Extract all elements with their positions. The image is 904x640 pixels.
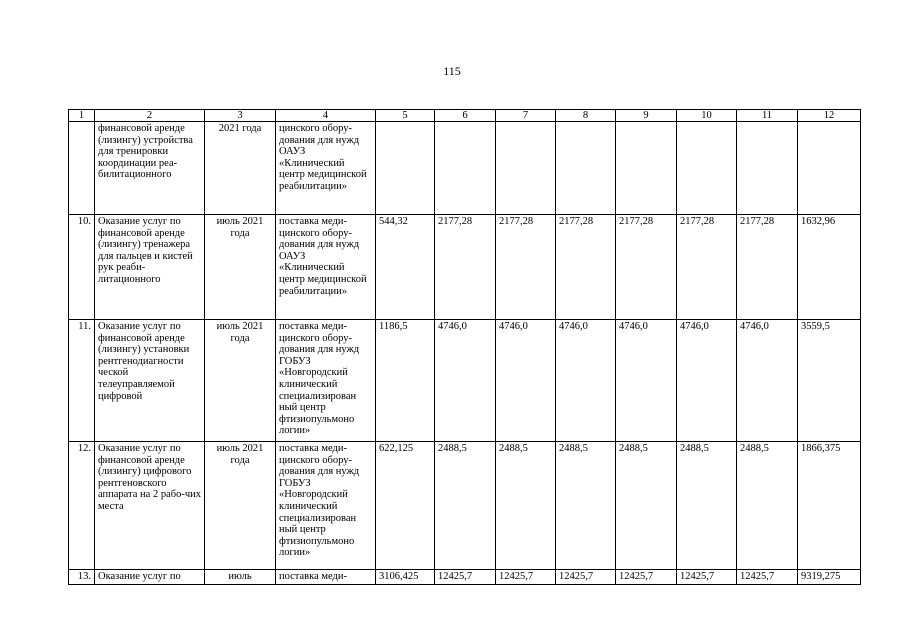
value-cell: 2488,5 — [435, 442, 496, 570]
value-cell: 12425,7 — [435, 570, 496, 585]
value-cell: 4746,0 — [616, 320, 677, 442]
value-cell: 12425,7 — [677, 570, 737, 585]
value-cell: 3559,5 — [798, 320, 861, 442]
value-cell: 4746,0 — [737, 320, 798, 442]
table-row — [69, 215, 861, 320]
header-cell: 12 — [798, 110, 861, 122]
period: июль 2021 года — [205, 320, 276, 442]
value-cell — [496, 122, 556, 215]
value-cell: 12425,7 — [556, 570, 616, 585]
value-cell: 622,125 — [376, 442, 435, 570]
header-cell: 1 — [69, 110, 95, 122]
header-cell: 8 — [556, 110, 616, 122]
purpose: поставка меди-цинского обору-дования для нужд ГОБУЗ «Новгородский клинический специализирован ный центр фтизиопульмоно логии» — [276, 320, 376, 442]
value-cell: 2488,5 — [737, 442, 798, 570]
service-description: Оказание услуг по финансовой аренде (лизингу) цифрового рентгеновского аппарата на 2 рабо-чих места — [95, 442, 205, 570]
header-cell: 6 — [435, 110, 496, 122]
value-cell — [376, 122, 435, 215]
value-cell — [798, 122, 861, 215]
purpose: поставка меди- — [276, 570, 376, 585]
value-cell: 12425,7 — [737, 570, 798, 585]
value-cell: 1632,96 — [798, 215, 861, 320]
value-cell: 2488,5 — [616, 442, 677, 570]
period: 2021 года — [205, 122, 276, 215]
header-cell: 2 — [95, 110, 205, 122]
header-cell: 3 — [205, 110, 276, 122]
value-cell: 1866,375 — [798, 442, 861, 570]
value-cell: 3106,425 — [376, 570, 435, 585]
value-cell: 2488,5 — [677, 442, 737, 570]
header-cell: 5 — [376, 110, 435, 122]
value-cell: 4746,0 — [496, 320, 556, 442]
budget-table — [68, 109, 861, 585]
value-cell: 2177,28 — [616, 215, 677, 320]
service-description: Оказание услуг по финансовой аренде (лизингу) тренажера для пальцев и кистей рук реаби-литационного — [95, 215, 205, 320]
value-cell: 12425,7 — [496, 570, 556, 585]
header-cell: 7 — [496, 110, 556, 122]
value-cell — [616, 122, 677, 215]
row-number: 11. — [69, 320, 95, 442]
header-cell: 4 — [276, 110, 376, 122]
header-row — [69, 110, 861, 122]
value-cell: 2177,28 — [677, 215, 737, 320]
value-cell: 9319,275 — [798, 570, 861, 585]
value-cell: 2177,28 — [737, 215, 798, 320]
period: июль — [205, 570, 276, 585]
page-number: 115 — [443, 64, 461, 78]
row-number: 13. — [69, 570, 95, 585]
value-cell: 2177,28 — [496, 215, 556, 320]
value-cell — [556, 122, 616, 215]
purpose: поставка меди-цинского обору-дования для нужд ГОБУЗ «Новгородский клинический специализирован ный центр фтизиопульмоно логии» — [276, 442, 376, 570]
service-description: финансовой аренде (лизингу) устройства для тренировки координации реа-билитационного — [95, 122, 205, 215]
header-cell: 10 — [677, 110, 737, 122]
table-row — [69, 570, 861, 585]
value-cell: 12425,7 — [616, 570, 677, 585]
value-cell: 2488,5 — [496, 442, 556, 570]
value-cell — [737, 122, 798, 215]
value-cell: 4746,0 — [435, 320, 496, 442]
value-cell: 4746,0 — [677, 320, 737, 442]
header-cell: 11 — [737, 110, 798, 122]
value-cell: 2488,5 — [556, 442, 616, 570]
value-cell — [677, 122, 737, 215]
purpose: поставка меди-цинского обору-дования для нужд ОАУЗ «Клинический центр медицинской реабилитации» — [276, 215, 376, 320]
value-cell: 1186,5 — [376, 320, 435, 442]
value-cell: 544,32 — [376, 215, 435, 320]
value-cell: 2177,28 — [556, 215, 616, 320]
header-cell: 9 — [616, 110, 677, 122]
service-description: Оказание услуг по финансовой аренде (лизингу) установки рентгенодиагности ческой телеуправляемой цифровой — [95, 320, 205, 442]
service-description: Оказание услуг по — [95, 570, 205, 585]
table-row — [69, 320, 861, 442]
row-number: 10. — [69, 215, 95, 320]
value-cell: 2177,28 — [435, 215, 496, 320]
table-row — [69, 122, 861, 215]
purpose: цинского обору-дования для нужд ОАУЗ «Клинический центр медицинской реабилитации» — [276, 122, 376, 215]
table-row — [69, 442, 861, 570]
period: июль 2021 года — [205, 442, 276, 570]
value-cell — [435, 122, 496, 215]
row-number — [69, 122, 95, 215]
period: июль 2021 года — [205, 215, 276, 320]
row-number: 12. — [69, 442, 95, 570]
value-cell: 4746,0 — [556, 320, 616, 442]
